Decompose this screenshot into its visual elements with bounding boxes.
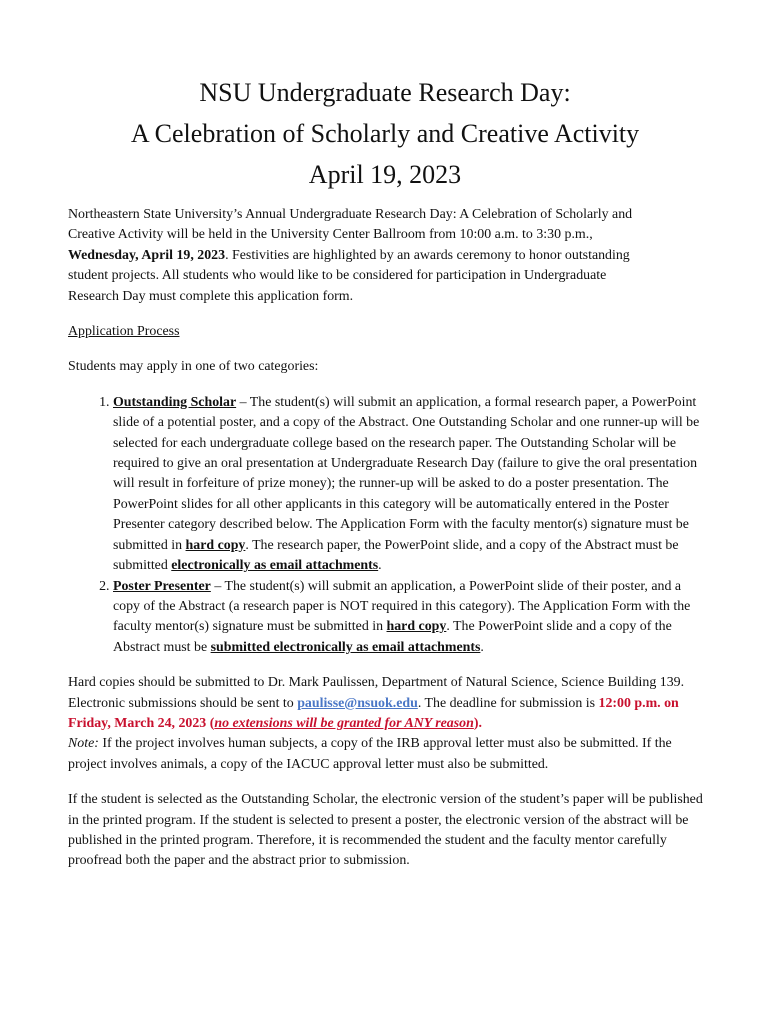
note-text: If the project involves human subjects, a copy of the IRB approval letter must also be submitted. If the project involves animals, a copy of the IACUC approval letter must also be submitted. [68, 736, 672, 772]
submission-text: Hard copies should be submitted to Dr. Mark Paulissen, Department of Natural Science, Science Building 139. Electronic submissions should be sent to [68, 675, 685, 711]
category-text: . The PowerPoint slide and a copy of the Abstract must be [113, 619, 672, 655]
emphasis-hard-copy: hard copy [386, 619, 447, 635]
emphasis-electronic: electronically as email attachments [171, 558, 379, 574]
document-title [0, 72, 770, 195]
title-line-2: A Celebration of Scholarly and Creative Activity [130, 119, 640, 148]
category-text: . [378, 558, 382, 574]
paren: ( [206, 715, 215, 731]
section-heading [68, 322, 708, 342]
paren: ). [473, 715, 482, 731]
intro-line: Northeastern State University’s Annual Undergraduate Research Day: A Celebration of Scholarly and [68, 207, 633, 222]
application-process-heading: Application Process [68, 324, 180, 340]
no-extensions-warning: no extensions will be granted for ANY reason [214, 715, 474, 731]
intro-line: Research Day must complete this application form. [68, 288, 354, 304]
event-date: Wednesday, April 19, 2023 [68, 247, 226, 263]
category-text: . [480, 639, 484, 655]
title-line-3: April 19, 2023 [308, 160, 462, 189]
deadline: 12:00 p.m. on Friday, March 24, 2023 [68, 695, 679, 731]
email-link[interactable]: paulisse@nsuok.edu [297, 695, 418, 711]
category-name: Poster Presenter [113, 578, 211, 594]
category-name: Outstanding Scholar [113, 394, 237, 410]
categories-intro: Students may apply in one of two categories: [68, 359, 319, 375]
category-text: – The student(s) will submit an application, a formal research paper, a PowerPoint slide of a potential poster, and a copy of the Abstract. One Outstanding Scholar and one runner-up will be selected for each undergraduate college based on the research paper. The Outstanding Scholar will be required to give an oral presentation at Undergraduate Research Day (failure to give the oral presentation will result in forfeiture of prize money); the runner-up will be asked to do a poster presentation. The PowerPoint slides for all other applicants in this category will be automatically entered in the Poster Presenter category described below. The Application Form with the faculty mentor(s) signature must be submitted in [113, 394, 700, 553]
intro-paragraph [68, 205, 708, 307]
submission-paragraph [68, 673, 708, 775]
document-body [68, 205, 708, 887]
category-outstanding-scholar [113, 393, 708, 577]
title-line-1: NSU Undergraduate Research Day: [199, 78, 571, 107]
submission-text: . The deadline for submission is [417, 695, 599, 711]
intro-text: . Festivities are highlighted by an awards ceremony to honor outstanding [225, 247, 630, 263]
intro-line: Creative Activity will be held in the University Center Ballroom from 10:00 a.m. to 3:30 p.m., [68, 227, 593, 243]
emphasis-hard-copy: hard copy [185, 537, 246, 553]
category-text: – The student(s) will submit an application, a PowerPoint slide of their poster, and a copy of the Abstract (a research paper is NOT required in this category). The Application Form with the faculty mentor(s) signature must be submitted in [113, 578, 691, 635]
category-poster-presenter [113, 577, 708, 659]
intro-line [68, 246, 708, 266]
note-label: Note: [68, 736, 99, 752]
publication-paragraph: If the student is selected as the Outstanding Scholar, the electronic version of the student’s paper will be published in the printed program. If the student is selected to present a poster, the electronic version of the abstract will be published in the printed program. Therefore, it is recommended the student and the faculty mentor carefully proofread both the paper and the abstract prior to submission. [68, 792, 703, 869]
category-text: . The research paper, the PowerPoint slide, and a copy of the Abstract must be submitted [113, 537, 679, 574]
intro-line: student projects. All students who would like to be considered for participation in Undergraduate [68, 268, 607, 284]
emphasis-electronic: submitted electronically as email attachments [210, 639, 481, 655]
categories-list [68, 393, 708, 658]
